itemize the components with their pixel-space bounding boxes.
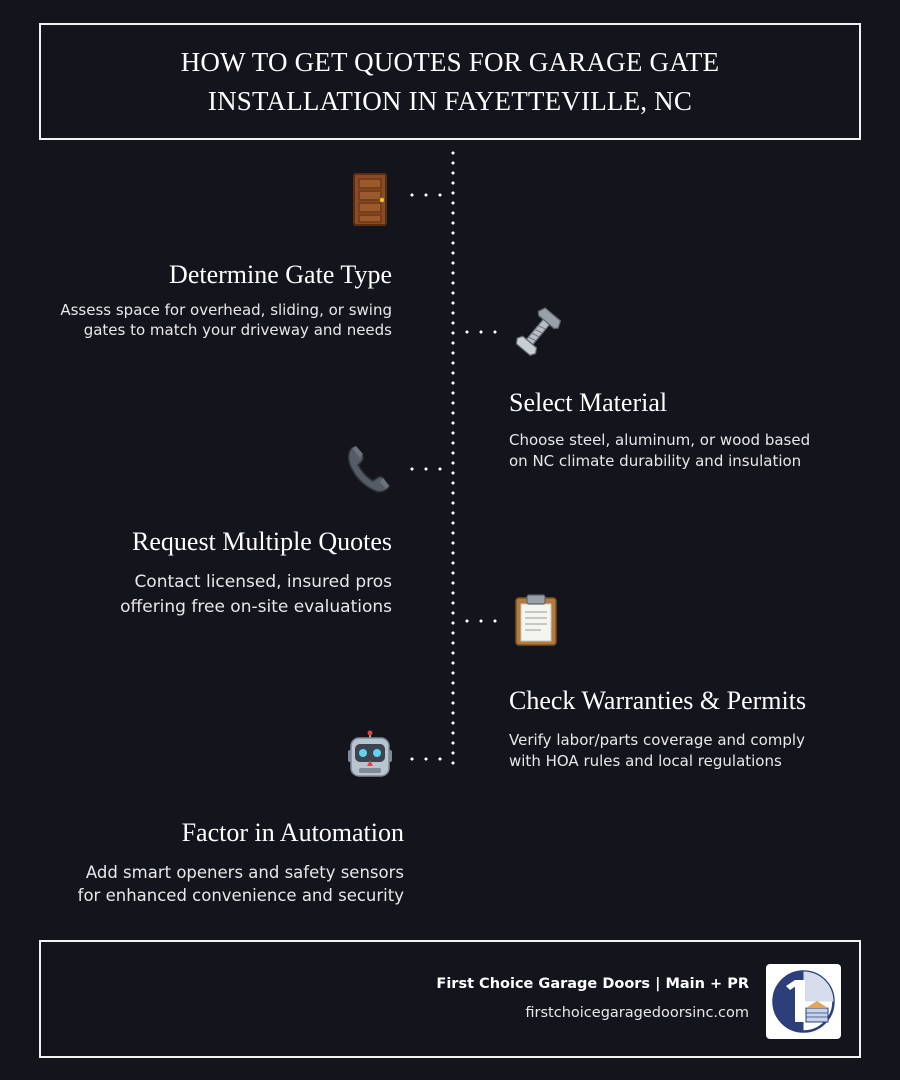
connector-step-1 [405,193,451,197]
step-title: Check Warranties & Permits [509,686,807,715]
step-description [509,730,805,772]
company-url[interactable]: firstchoicegaragedoorsinc.com [525,1005,749,1021]
step-description [78,861,404,907]
connector-step-4 [460,619,505,623]
timeline-spine [451,148,455,768]
step-description-line: for enhanced convenience and security [77,886,404,905]
step-description-line: offering free on-site evaluations [120,597,392,617]
page-title: HOW TO GET QUOTES FOR GARAGE GATE INSTALLATION IN FAYETTEVILLE, NC [180,46,720,116]
step-description-line: on NC climate durability and insulation [509,452,802,470]
step-description-line: Assess space for overhead, sliding, or swing [60,301,392,319]
connector-step-3 [405,467,451,471]
connector-step-2 [460,330,505,334]
telephone-icon [343,442,393,496]
step-description [60,300,392,340]
company-name: First Choice Garage Doors | Main + PR [436,976,749,992]
step-description-line: with HOA rules and local regulations [509,752,782,770]
step-title: Select Material [509,388,668,417]
step-description-line: Verify labor/parts coverage and comply [509,731,805,749]
nut-and-bolt-icon [513,305,563,359]
step-title: Factor in Automation [181,818,404,847]
door-icon [345,172,395,226]
step-description-line: Contact licensed, insured pros [134,572,392,592]
title-box [39,23,861,140]
footer [39,940,861,1058]
connector-step-5 [405,757,451,761]
step-description-line: Add smart openers and safety sensors [85,863,404,882]
step-description-line: Choose steel, aluminum, or wood based [509,431,811,449]
step-description-line: gates to match your driveway and needs [83,321,392,339]
clipboard-icon [511,593,561,647]
step-description [509,430,810,472]
step-title: Determine Gate Type [169,260,392,289]
step-description [120,570,392,620]
robot-icon [345,730,395,784]
company-logo-icon [766,964,841,1039]
step-title: Request Multiple Quotes [132,527,392,556]
